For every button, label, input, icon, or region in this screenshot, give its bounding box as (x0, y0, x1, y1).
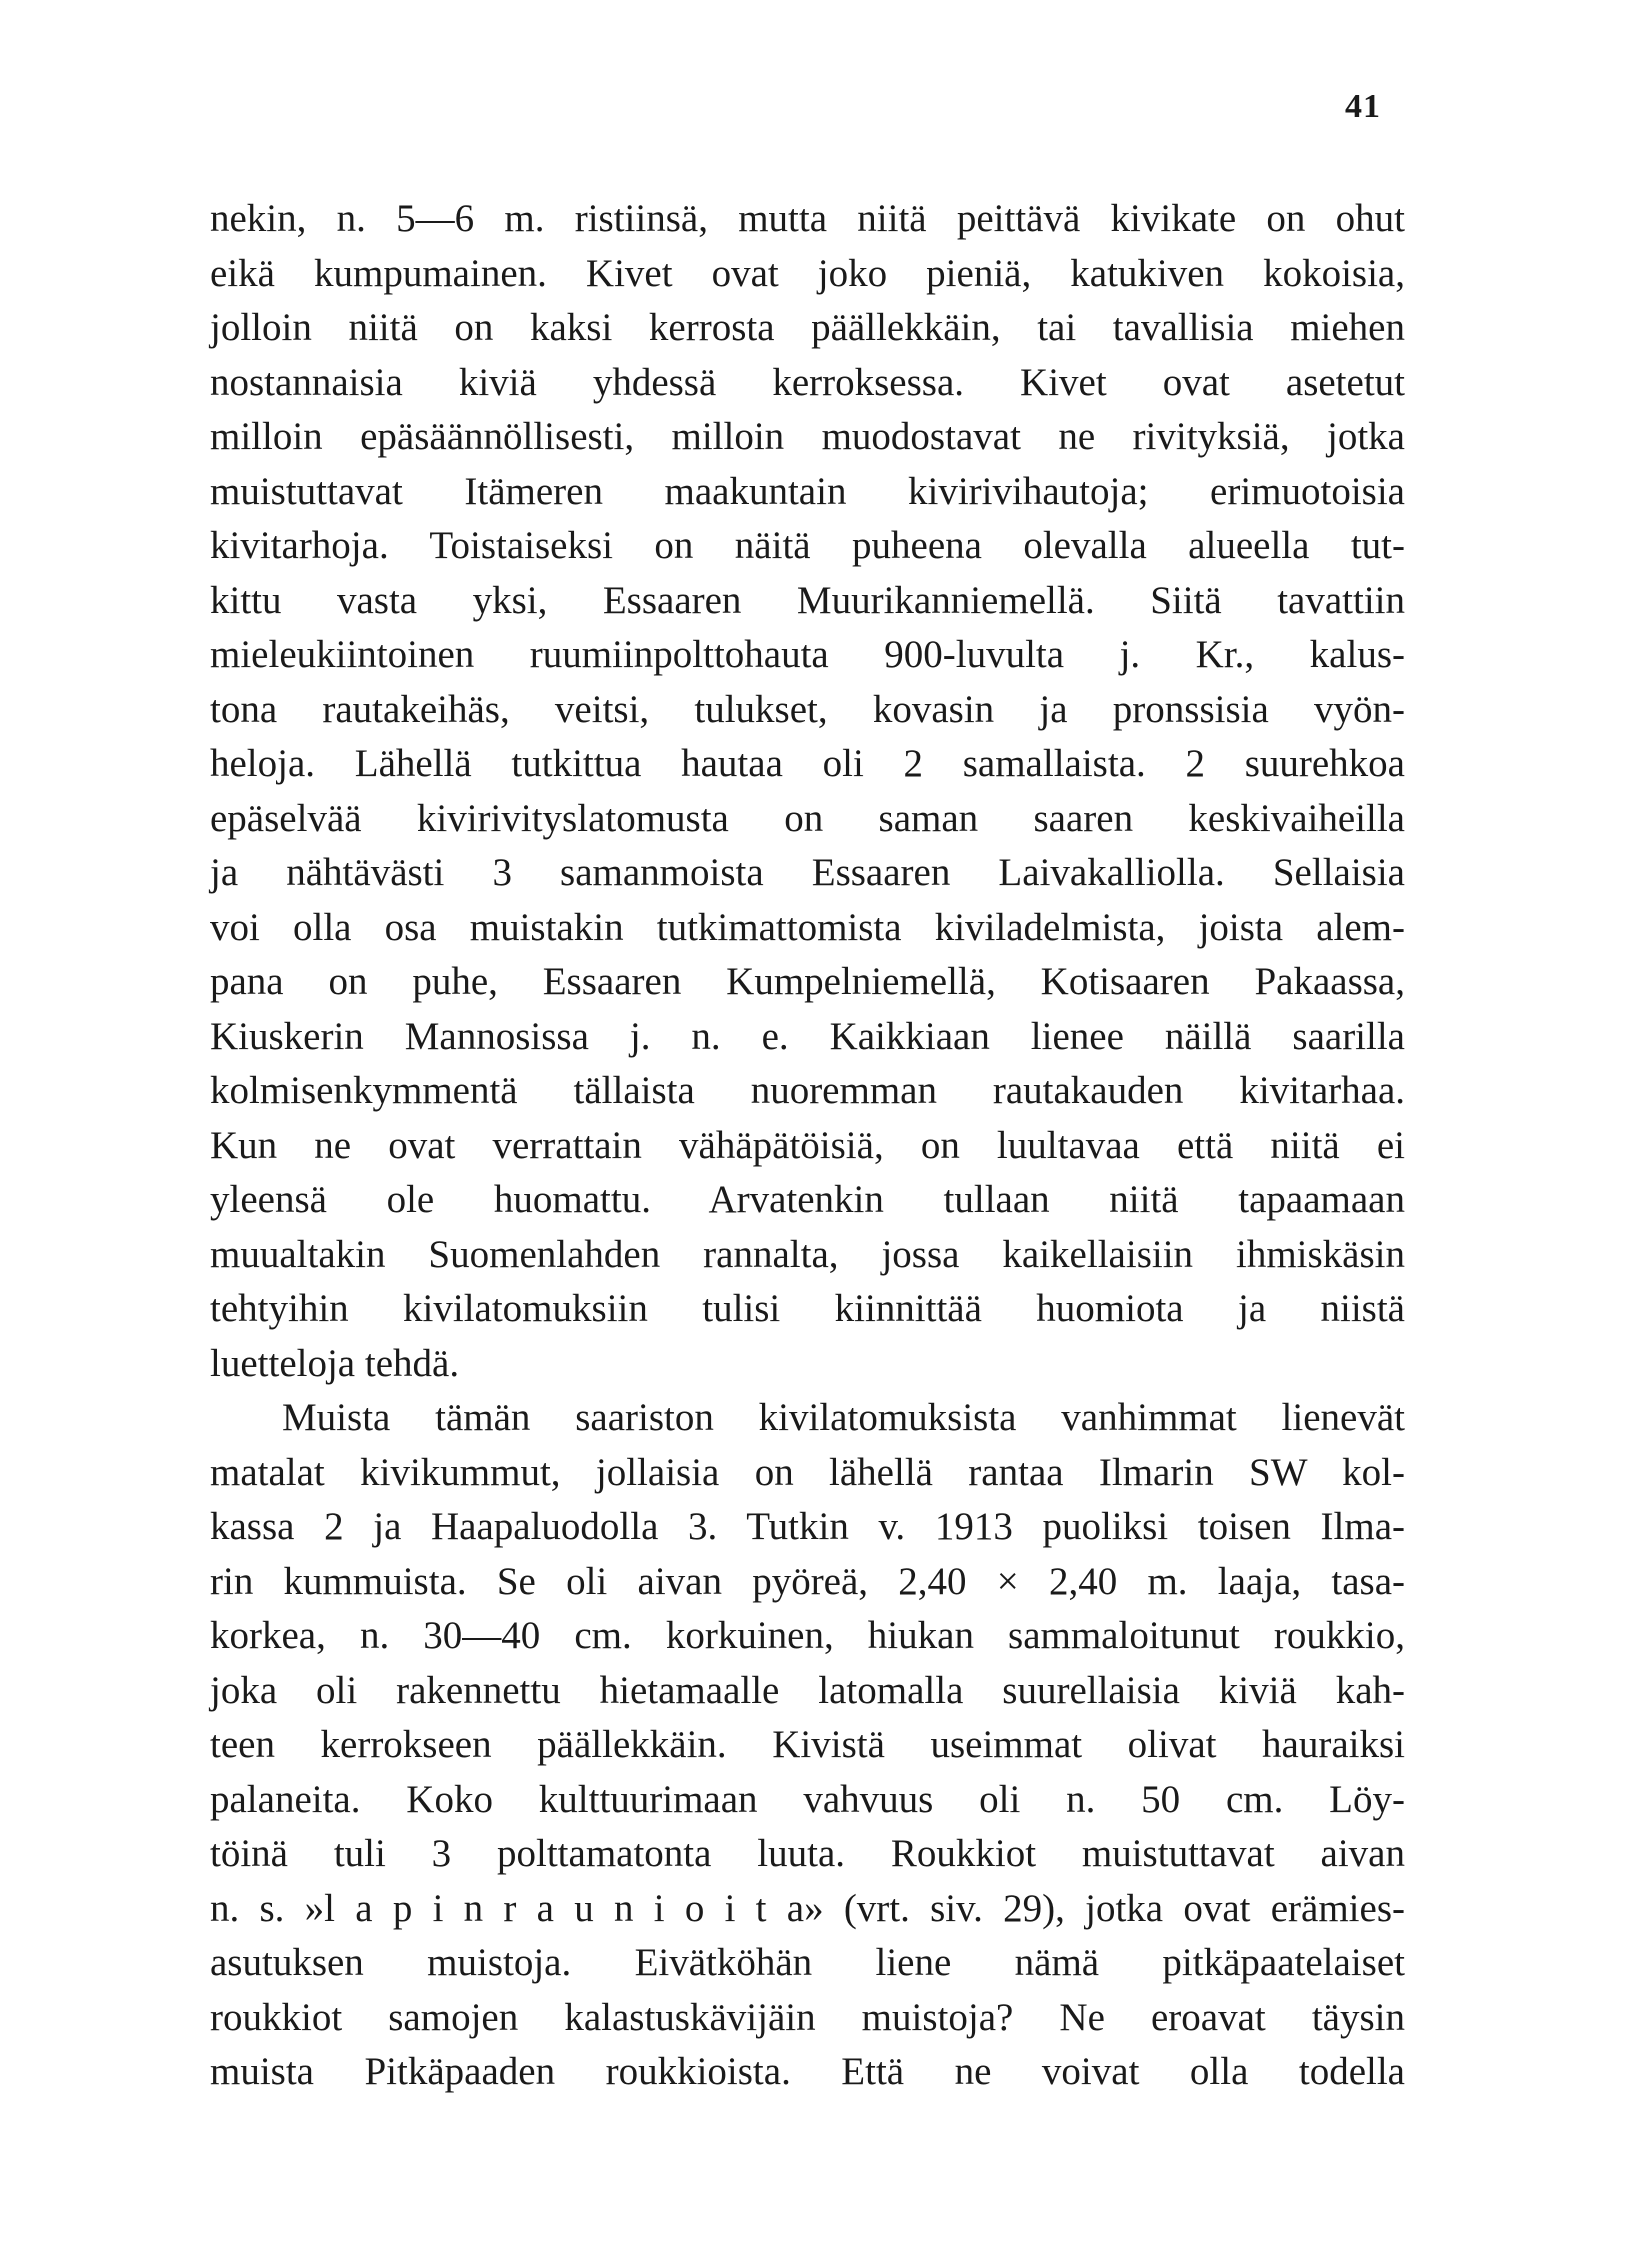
body-text (210, 192, 1405, 2100)
text-line: tona rautakeihäs, veitsi, tulukset, kovasin ja pronssisia vyön- (210, 687, 1405, 731)
text-line: Kiuskerin Mannosissa j. n. e. Kaikkiaan lienee näillä saarilla (210, 1014, 1405, 1058)
text-line: tehtyihin kivilatomuksiin tulisi kiinnittää huomiota ja niistä (210, 1287, 1405, 1330)
text-line: voi olla osa muistakin tutkimattomista kiviladelmista, joista alem- (210, 905, 1405, 949)
text-line: muistuttavat Itämeren maakuntain kivirivihautoja; erimuotoisia (210, 469, 1405, 513)
text-line: pana on puhe, Essaaren Kumpelniemellä, Kotisaaren Pakaassa, (210, 960, 1405, 1003)
text-line: kittu vasta yksi, Essaaren Muurikanniemellä. Siitä tavattiin (210, 578, 1405, 622)
text-line: luetteloja tehdä. (210, 1341, 460, 1385)
text-line: rin kummuista. Se oli aivan pyöreä, 2,40 × 2,40 m. laaja, tasa- (210, 1559, 1405, 1603)
paragraph (210, 1391, 1405, 2100)
text-line: heloja. Lähellä tutkittua hautaa oli 2 samallaista. 2 suurehkoa (210, 742, 1405, 785)
text-line: Muista tämän saariston kivilatomuksista vanhimmat lienevät (282, 1396, 1405, 1439)
paragraph (210, 192, 1405, 1391)
text-line: milloin epäsäännöllisesti, milloin muodostavat ne rivityksiä, jotka (210, 415, 1405, 458)
text-line: roukkiot samojen kalastuskävijäin muistoja? Ne eroavat täysin (210, 1995, 1405, 2039)
text-line: kolmisenkymmentä tällaista nuoremman rautakauden kivitarhaa. (210, 1069, 1405, 1112)
text-line: jolloin niitä on kaksi kerrosta päällekkäin, tai tavallisia miehen (210, 306, 1405, 349)
text-line: nostannaisia kiviä yhdessä kerroksessa. Kivet ovat asetetut (210, 360, 1405, 404)
text-line: yleensä ole huomattu. Arvatenkin tullaan niitä tapaamaan (210, 1178, 1405, 1221)
text-line: korkea, n. 30—40 cm. korkuinen, hiukan sammaloitunut roukkio, (210, 1614, 1405, 1657)
page-number: 41 (1345, 88, 1381, 125)
text-line: muista Pitkäpaaden roukkioista. Että ne voivat olla todella (210, 2050, 1405, 2093)
text-line: eikä kumpumainen. Kivet ovat joko pieniä, katukiven kokoisia, (210, 251, 1405, 295)
text-line: ja nähtävästi 3 samanmoista Essaaren Laivakalliolla. Sellaisia (210, 851, 1405, 894)
text-line: kivitarhoja. Toistaiseksi on näitä puheena olevalla alueella tut- (210, 524, 1405, 567)
text-line: mieleukiintoinen ruumiinpolttohauta 900-luvulta j. Kr., kalus- (210, 633, 1405, 676)
text-line: Kun ne ovat verrattain vähäpätöisiä, on luultavaa että niitä ei (210, 1123, 1405, 1167)
text-line: n. s. »l a p i n r a u n i o i t a» (vrt. siv. 29), jotka ovat erämies- (210, 1886, 1405, 1930)
text-line: epäselvää kivirivityslatomusta on saman saaren keskivaiheilla (210, 796, 1405, 840)
text-line: teen kerrokseen päällekkäin. Kivistä useimmat olivat hauraiksi (210, 1723, 1405, 1766)
text-line: töinä tuli 3 polttamatonta luuta. Roukkiot muistuttavat aivan (210, 1832, 1405, 1875)
text-line: matalat kivikummut, jollaisia on lähellä rantaa Ilmarin SW kol- (210, 1450, 1405, 1494)
text-line: asutuksen muistoja. Eivätköhän liene nämä pitkäpaatelaiset (210, 1941, 1405, 1984)
text-line: muualtakin Suomenlahden rannalta, jossa kaikellaisiin ihmiskäsin (210, 1232, 1405, 1276)
text-line: joka oli rakennettu hietamaalle latomalla suurellaisia kiviä kah- (210, 1668, 1405, 1712)
text-line: kassa 2 ja Haapaluodolla 3. Tutkin v. 1913 puoliksi toisen Ilma- (210, 1505, 1405, 1548)
text-line: nekin, n. 5—6 m. ristiinsä, mutta niitä peittävä kivikate on ohut (210, 197, 1405, 240)
text-line: palaneita. Koko kulttuurimaan vahvuus oli n. 50 cm. Löy- (210, 1777, 1405, 1821)
